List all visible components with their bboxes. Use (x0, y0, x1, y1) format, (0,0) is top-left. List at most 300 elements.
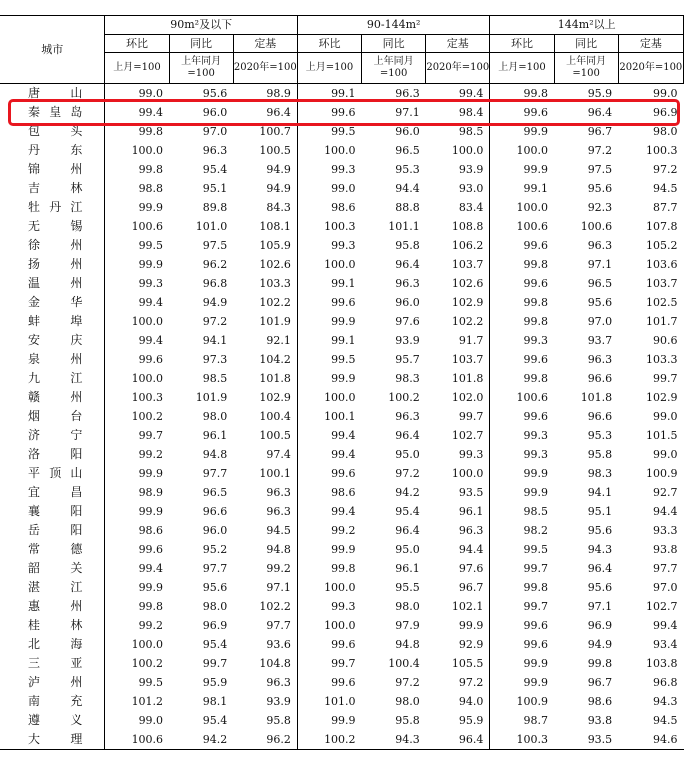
city-cell: 唐山 (28, 86, 83, 100)
table-row (0, 521, 684, 540)
value-cell: 99.8 (490, 293, 554, 312)
city-cell: 南充 (28, 694, 83, 708)
value-cell: 97.7 (202, 562, 228, 575)
value-cell: 100.0 (451, 467, 484, 480)
value-cell: 95.5 (395, 581, 420, 594)
value-cell: 97.9 (395, 619, 420, 632)
value-cell: 99.6 (490, 350, 554, 369)
value-cell: 94.9 (266, 182, 291, 195)
table-row (0, 692, 684, 711)
city-cell: 大理 (0, 730, 105, 750)
value-cell: 99.4 (105, 103, 169, 122)
value-cell: 99.9 (490, 122, 554, 141)
value-cell: 97.0 (587, 315, 613, 328)
value-cell: 99.8 (490, 312, 554, 331)
metric-header-yoy: 同比 (362, 35, 426, 53)
value-cell: 96.3 (587, 353, 613, 366)
value-cell: 96.3 (266, 676, 291, 689)
table-row (0, 122, 684, 141)
value-cell: 92.7 (653, 486, 678, 499)
table-row (0, 578, 684, 597)
value-cell: 100.5 (259, 144, 291, 157)
value-cell: 99.9 (458, 619, 484, 632)
value-cell: 94.2 (169, 730, 233, 750)
city-cell: 安庆 (28, 333, 83, 347)
city-cell: 常德 (28, 542, 83, 556)
value-cell: 93.9 (395, 334, 420, 347)
value-cell: 101.9 (259, 315, 291, 328)
value-cell: 97.2 (653, 163, 678, 176)
table-row (0, 654, 684, 673)
city-cell: 泉州 (28, 352, 83, 366)
value-cell: 98.3 (587, 467, 613, 480)
value-cell: 99.9 (490, 464, 554, 483)
value-cell: 98.0 (653, 125, 678, 138)
table-row (0, 293, 684, 312)
value-cell: 100.5 (259, 429, 291, 442)
city-cell: 三亚 (28, 656, 83, 670)
value-cell: 87.7 (653, 201, 678, 214)
city-cell: 济宁 (28, 428, 83, 442)
value-cell: 94.1 (587, 486, 613, 499)
city-cell: 无锡 (28, 219, 83, 233)
value-cell: 100.9 (646, 467, 678, 480)
table-row (0, 464, 684, 483)
value-cell: 100.7 (259, 125, 291, 138)
value-cell: 103.7 (646, 277, 678, 290)
value-cell: 102.6 (451, 277, 484, 290)
value-cell: 96.3 (266, 486, 291, 499)
city-cell: 桂林 (28, 618, 83, 632)
value-cell: 99.6 (297, 293, 361, 312)
value-cell: 97.2 (202, 315, 228, 328)
value-cell: 99.9 (490, 673, 554, 692)
value-cell: 101.8 (259, 372, 291, 385)
value-cell: 95.9 (587, 87, 613, 100)
value-cell: 99.6 (297, 635, 361, 654)
value-cell: 99.0 (105, 711, 169, 730)
value-cell: 95.6 (202, 581, 228, 594)
table-row (0, 331, 684, 350)
value-cell: 96.3 (395, 277, 420, 290)
table-row (0, 559, 684, 578)
value-cell: 93.7 (587, 334, 613, 347)
value-cell: 99.9 (105, 255, 169, 274)
value-cell: 100.0 (105, 141, 169, 160)
value-cell: 96.3 (395, 87, 420, 100)
value-cell: 97.1 (587, 600, 613, 613)
table-row (0, 673, 684, 692)
value-cell: 99.8 (587, 657, 613, 670)
value-cell: 96.7 (587, 676, 613, 689)
value-cell: 96.6 (202, 505, 228, 518)
city-cell: 牡丹江 (28, 200, 83, 214)
value-cell: 93.5 (458, 486, 484, 499)
table-row (0, 141, 684, 160)
value-cell: 92.3 (587, 201, 613, 214)
value-cell: 99.6 (105, 350, 169, 369)
value-cell: 98.6 (297, 483, 361, 502)
value-cell: 94.6 (618, 730, 683, 750)
value-cell: 98.1 (202, 695, 228, 708)
value-cell: 99.2 (105, 445, 169, 464)
value-cell: 100.3 (490, 730, 554, 750)
value-cell: 99.7 (490, 597, 554, 616)
value-cell: 98.6 (297, 198, 361, 217)
value-cell: 99.4 (105, 293, 169, 312)
value-cell: 96.5 (395, 144, 420, 157)
value-cell: 97.2 (395, 676, 420, 689)
value-cell: 100.6 (490, 217, 554, 236)
value-cell: 93.6 (266, 638, 291, 651)
value-cell: 102.2 (259, 296, 291, 309)
value-cell: 99.9 (105, 464, 169, 483)
value-cell: 96.0 (395, 125, 420, 138)
table-row (0, 255, 684, 274)
table-row (0, 388, 684, 407)
value-cell: 99.7 (458, 410, 484, 423)
value-cell: 99.4 (297, 426, 361, 445)
value-cell: 96.1 (458, 505, 484, 518)
value-cell: 96.8 (653, 676, 678, 689)
value-cell: 94.8 (202, 448, 228, 461)
value-cell: 97.0 (202, 125, 228, 138)
value-cell: 100.0 (297, 578, 361, 597)
value-cell: 103.6 (646, 258, 678, 271)
value-cell: 96.1 (202, 429, 228, 442)
value-cell: 99.0 (653, 87, 678, 100)
value-cell: 100.0 (490, 198, 554, 217)
value-cell: 96.4 (395, 524, 420, 537)
group-header-large: 144m²以上 (490, 16, 684, 35)
value-cell: 106.2 (451, 239, 484, 252)
table-row (0, 597, 684, 616)
base-header-2020: 2020年=100 (618, 53, 683, 84)
value-cell: 105.9 (259, 239, 291, 252)
value-cell: 99.4 (458, 87, 484, 100)
value-cell: 99.1 (490, 179, 554, 198)
city-cell: 宜昌 (28, 485, 83, 499)
metric-header-fixed: 定基 (618, 35, 683, 53)
value-cell: 99.3 (490, 331, 554, 350)
value-cell: 99.7 (490, 559, 554, 578)
value-cell: 95.8 (395, 714, 420, 727)
value-cell: 99.2 (105, 616, 169, 635)
value-cell: 94.8 (395, 638, 420, 651)
value-cell: 95.3 (395, 163, 420, 176)
value-cell: 99.3 (490, 426, 554, 445)
value-cell: 99.9 (105, 198, 169, 217)
value-cell: 99.0 (105, 84, 169, 104)
value-cell: 103.3 (259, 277, 291, 290)
value-cell: 99.8 (490, 369, 554, 388)
value-cell: 100.0 (105, 312, 169, 331)
table-row (0, 217, 684, 236)
table-row (0, 369, 684, 388)
value-cell: 93.8 (653, 543, 678, 556)
value-cell: 94.4 (458, 543, 484, 556)
city-column-header: 城市 (0, 16, 105, 84)
table-row (0, 350, 684, 369)
value-cell: 99.3 (297, 160, 361, 179)
value-cell: 99.0 (653, 410, 678, 423)
value-cell: 94.3 (653, 695, 678, 708)
value-cell: 97.2 (587, 144, 613, 157)
value-cell: 96.4 (587, 106, 613, 119)
metric-header-mom: 环比 (490, 35, 554, 53)
value-cell: 98.3 (395, 372, 420, 385)
value-cell: 101.0 (297, 692, 361, 711)
value-cell: 103.8 (646, 657, 678, 670)
value-cell: 98.9 (105, 483, 169, 502)
value-cell: 99.1 (297, 274, 361, 293)
value-cell: 96.5 (587, 277, 613, 290)
value-cell: 99.3 (490, 445, 554, 464)
value-cell: 99.9 (105, 578, 169, 597)
value-cell: 99.6 (490, 274, 554, 293)
base-header-last-month: 上月=100 (297, 53, 361, 84)
value-cell: 95.9 (202, 676, 228, 689)
value-cell: 99.3 (105, 274, 169, 293)
table-row (0, 483, 684, 502)
value-cell: 98.0 (395, 600, 420, 613)
table-row (0, 236, 684, 255)
table-row (0, 711, 684, 730)
value-cell: 96.4 (426, 730, 490, 750)
base-header-2020: 2020年=100 (426, 53, 490, 84)
value-cell: 99.8 (105, 597, 169, 616)
value-cell: 99.8 (105, 122, 169, 141)
value-cell: 100.9 (490, 692, 554, 711)
value-cell: 100.6 (490, 388, 554, 407)
value-cell: 99.5 (105, 673, 169, 692)
value-cell: 90.6 (653, 334, 678, 347)
group-header-small: 90m²及以下 (105, 16, 298, 35)
value-cell: 99.1 (297, 84, 361, 104)
city-cell: 赣州 (28, 390, 83, 404)
value-cell: 94.3 (362, 730, 426, 750)
value-cell: 98.0 (202, 410, 228, 423)
value-cell: 99.4 (105, 559, 169, 578)
value-cell: 97.2 (458, 676, 484, 689)
value-cell: 99.3 (297, 236, 361, 255)
value-cell: 103.7 (451, 258, 484, 271)
value-cell: 99.6 (490, 103, 554, 122)
value-cell: 95.9 (458, 714, 484, 727)
base-header-last-month: 上月=100 (105, 53, 169, 84)
value-cell: 98.6 (105, 521, 169, 540)
value-cell: 101.9 (195, 391, 228, 404)
value-cell: 99.2 (297, 521, 361, 540)
value-cell: 91.7 (458, 334, 484, 347)
value-cell: 95.3 (587, 429, 613, 442)
value-cell: 94.4 (653, 505, 678, 518)
city-cell: 洛阳 (28, 447, 83, 461)
value-cell: 100.2 (388, 391, 420, 404)
value-cell: 96.6 (587, 410, 613, 423)
value-cell: 94.9 (266, 163, 291, 176)
value-cell: 100.2 (297, 730, 361, 750)
city-cell: 吉林 (28, 181, 83, 195)
value-cell: 102.5 (646, 296, 678, 309)
value-cell: 96.4 (587, 562, 613, 575)
value-cell: 100.4 (388, 657, 420, 670)
table-row (0, 426, 684, 445)
base-header-last-year: 上年同月=100 (554, 53, 618, 84)
value-cell: 99.8 (490, 578, 554, 597)
value-cell: 96.2 (202, 258, 228, 271)
value-cell: 100.6 (105, 217, 169, 236)
city-cell: 秦皇岛 (28, 105, 83, 119)
value-cell: 100.3 (297, 217, 361, 236)
table-row (0, 103, 684, 122)
base-header-last-month: 上月=100 (490, 53, 554, 84)
value-cell: 97.1 (266, 581, 291, 594)
value-cell: 99.6 (490, 635, 554, 654)
city-cell: 丹东 (28, 143, 83, 157)
value-cell: 101.8 (451, 372, 484, 385)
value-cell: 98.8 (105, 179, 169, 198)
value-cell: 100.0 (297, 141, 361, 160)
value-cell: 99.4 (653, 619, 678, 632)
city-cell: 泸州 (28, 675, 83, 689)
value-cell: 97.1 (395, 106, 420, 119)
value-cell: 98.4 (458, 106, 484, 119)
city-cell: 扬州 (28, 257, 83, 271)
value-cell: 99.9 (490, 654, 554, 673)
value-cell: 99.6 (490, 236, 554, 255)
value-cell: 94.5 (266, 524, 291, 537)
value-cell: 100.3 (646, 144, 678, 157)
city-cell: 锦州 (28, 162, 83, 176)
value-cell: 96.3 (202, 144, 228, 157)
value-cell: 96.3 (587, 239, 613, 252)
metric-header-yoy: 同比 (169, 35, 233, 53)
value-cell: 99.8 (490, 84, 554, 104)
value-cell: 100.1 (297, 407, 361, 426)
value-cell: 102.7 (646, 600, 678, 613)
table-row (0, 274, 684, 293)
value-cell: 100.3 (105, 388, 169, 407)
value-cell: 88.8 (395, 201, 420, 214)
value-cell: 95.4 (202, 638, 228, 651)
value-cell: 99.7 (297, 654, 361, 673)
city-cell: 岳阳 (28, 523, 83, 537)
value-cell: 94.9 (587, 638, 613, 651)
value-cell: 94.1 (202, 334, 228, 347)
value-cell: 99.0 (297, 179, 361, 198)
value-cell: 97.0 (653, 581, 678, 594)
value-cell: 102.2 (451, 315, 484, 328)
group-header-medium: 90-144m² (297, 16, 489, 35)
table-row (0, 445, 684, 464)
value-cell: 98.6 (587, 695, 613, 708)
table-row (0, 407, 684, 426)
value-cell: 99.5 (105, 236, 169, 255)
value-cell: 99.5 (490, 540, 554, 559)
value-cell: 101.5 (646, 429, 678, 442)
value-cell: 97.5 (202, 239, 228, 252)
value-cell: 100.0 (297, 616, 361, 635)
value-cell: 99.4 (297, 445, 361, 464)
value-cell: 105.2 (646, 239, 678, 252)
value-cell: 97.7 (653, 562, 678, 575)
value-cell: 94.8 (266, 543, 291, 556)
value-cell: 99.0 (653, 448, 678, 461)
city-cell: 平顶山 (28, 466, 83, 480)
value-cell: 94.2 (395, 486, 420, 499)
value-cell: 98.0 (395, 695, 420, 708)
value-cell: 96.7 (458, 581, 484, 594)
value-cell: 98.0 (202, 600, 228, 613)
city-cell: 金华 (28, 295, 83, 309)
value-cell: 95.1 (202, 182, 228, 195)
value-cell: 100.6 (105, 730, 169, 750)
value-cell: 100.0 (451, 144, 484, 157)
value-cell: 99.9 (297, 540, 361, 559)
value-cell: 92.1 (266, 334, 291, 347)
value-cell: 100.0 (490, 141, 554, 160)
value-cell: 95.8 (395, 239, 420, 252)
city-cell: 蚌埠 (28, 314, 83, 328)
value-cell: 94.5 (653, 182, 678, 195)
value-cell: 99.7 (105, 426, 169, 445)
value-cell: 96.1 (395, 562, 420, 575)
value-cell: 105.5 (451, 657, 484, 670)
value-cell: 97.3 (202, 353, 228, 366)
value-cell: 95.6 (587, 296, 613, 309)
value-cell: 99.9 (490, 160, 554, 179)
value-cell: 99.4 (105, 331, 169, 350)
metric-header-fixed: 定基 (426, 35, 490, 53)
table-row (0, 635, 684, 654)
city-cell: 韶关 (28, 561, 83, 575)
metric-header-fixed: 定基 (233, 35, 297, 53)
value-cell: 95.4 (202, 714, 228, 727)
table-row (0, 540, 684, 559)
city-cell: 湛江 (28, 580, 83, 594)
base-header-2020: 2020年=100 (233, 53, 297, 84)
table-row (0, 84, 684, 104)
table-row (0, 198, 684, 217)
value-cell: 99.8 (490, 255, 554, 274)
value-cell: 84.3 (266, 201, 291, 214)
value-cell: 94.4 (395, 182, 420, 195)
value-cell: 93.3 (653, 524, 678, 537)
value-cell: 92.9 (458, 638, 484, 651)
city-cell: 温州 (28, 276, 83, 290)
value-cell: 95.7 (395, 353, 420, 366)
table-row (0, 730, 684, 750)
city-cell: 惠州 (28, 599, 83, 613)
value-cell: 100.0 (297, 388, 361, 407)
value-cell: 97.2 (395, 467, 420, 480)
value-cell: 96.8 (202, 277, 228, 290)
value-cell: 95.4 (202, 163, 228, 176)
value-cell: 95.1 (587, 505, 613, 518)
value-cell: 95.2 (202, 543, 228, 556)
value-cell: 97.6 (458, 562, 484, 575)
value-cell: 94.9 (202, 296, 228, 309)
value-cell: 99.1 (297, 331, 361, 350)
value-cell: 102.6 (259, 258, 291, 271)
value-cell: 100.4 (259, 410, 291, 423)
value-cell: 96.4 (266, 106, 291, 119)
city-cell: 烟台 (28, 409, 83, 423)
value-cell: 98.7 (490, 711, 554, 730)
value-cell: 93.5 (554, 730, 618, 750)
value-cell: 93.4 (653, 638, 678, 651)
